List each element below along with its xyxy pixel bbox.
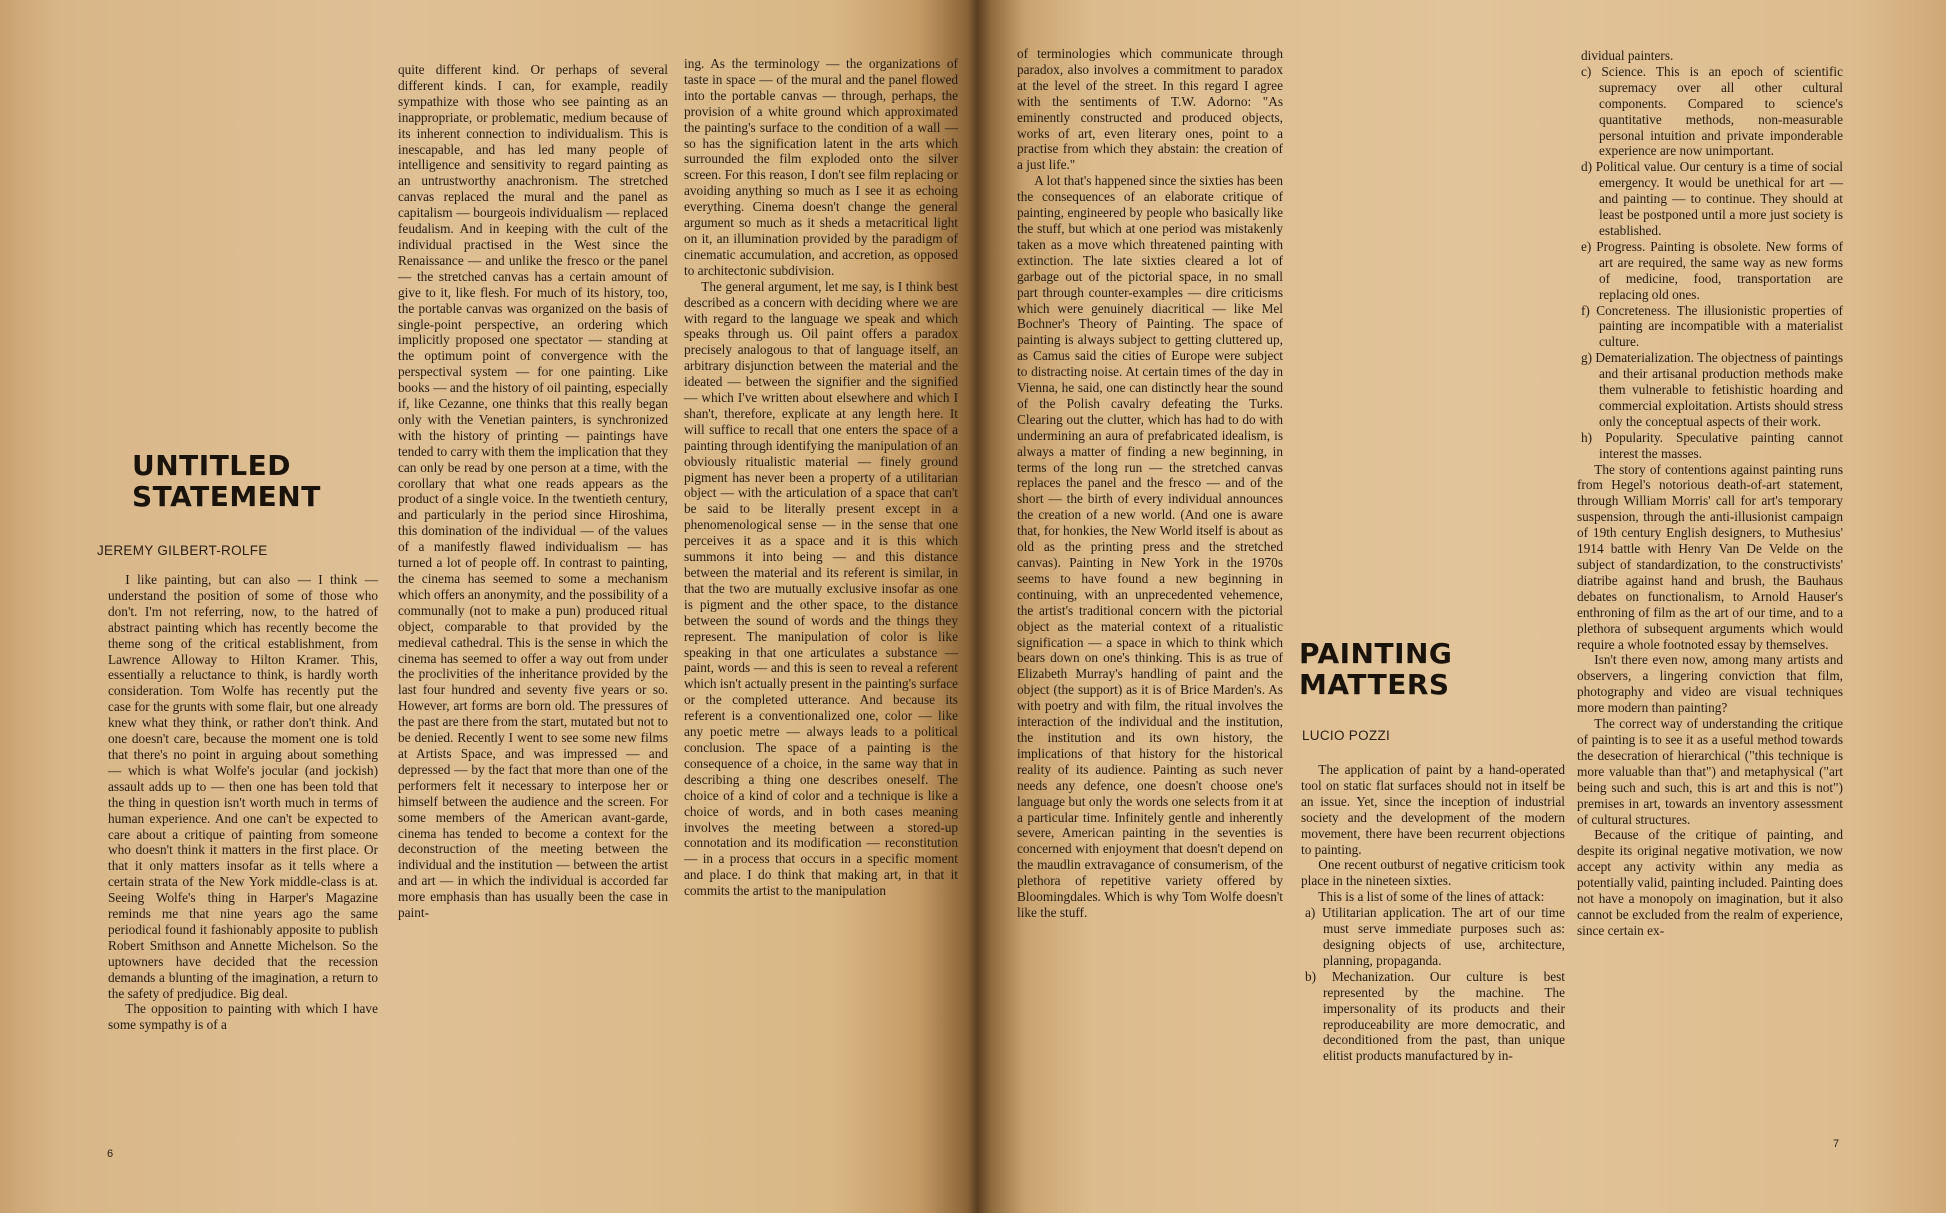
title-line-1: UNTITLED [132,449,291,482]
column-4 [1017,46,1283,921]
column-6 [1577,48,1843,939]
paragraph: The correct way of understanding the critique of painting is to see it as a useful method towards the desecration of hierarchical ("this technique is more valuable than that") and metaphysical ("art being such and such, this is art and this is not") premises in art, towards an inventory assessment of cultural structures. [1577,716,1843,827]
list-item: dividual painters. [1581,48,1674,63]
title-line-1: PAINTING [1299,637,1453,670]
paragraph: One recent outburst of negative criticism took place in the nineteen sixties. [1301,857,1565,889]
list-item: h) Popularity. Speculative painting cannot interest the masses. [1581,429,1843,461]
paragraph: A lot that's happened since the sixties has been the consequences of an elaborate critique of painting, engineered by people who basically like the stuff, but which at one period was mistakenly taken as a move which threatened painting with extinction. The late sixties cleared a lot of garbage out of the pictorial space, in no small part through counter-examples — dire criticisms which were genuinely diacritical — like Mel Bochner's Theory of Painting. The space of painting is always subject to getting cluttered up, as Camus said the cities of Europe were subject to distracting noise. At certain times of the day in Vienna, he said, one can distinctly hear the sound of the Polish cavalry defeating the Turks. Clearing out the clutter, which has had to do with undermining an aura of prefabricated idealism, is always a matter of finding a new beginning, in terms of the long run — the stretched canvas replaces the panel and the fresco — and of the short — the birth of every individual announces the creation of a new world. (And one is aware that, for honkies, the New World itself is about as old as the printing press and the stretched canvas). Painting in New York in the 1970s seems to have found a new beginning in continuing, with an unprecedented vehemence, the artist's traditional concern with the pictorial object as the material context of a ritualistic signification — a space in which to think which bears down on one's thinking. This is as true of Elizabeth Murray's handling of paint and the object (the support) as it is of Brice Marden's. As with poetry and with film, the ritual involves the interaction of the individual and the institution, the institution and its own history, the implications of that history for the historical reality of its audience. Painting as such never needs any defence, one doesn't choose one's language but only the words one selects from it at a particular time. Infinitely gentle and inherently severe, American painting in the seventies is concerned with enjoyment that doesn't depend on the maudlin extravagance of consumerism, of the plethora of repetitive variety offered by Bloomingdales. Which is why Tom Wolfe doesn't like the stuff. [1017,173,1283,920]
column-1 [108,572,378,1033]
list-item: e) Progress. Painting is obsolete. New forms of art are required, the same way as new forms of medicine, food, transportation are replacing old ones. [1581,238,1843,302]
right-page [977,0,1946,1213]
article-title-untitled-statement [132,450,321,512]
title-line-2: STATEMENT [132,480,321,513]
paragraph: quite different kind. Or perhaps of several different kinds. I can, for example, readily sympathize with those who see painting as an inappropriate, or problematic, medium because of its inherent connection to individualism. This is inescapable, and has led many people of intelligence and sensitivity to regard painting as an untrustworthy anachronism. The stretched canvas replaced the mural and the panel as capitalism — bourgeois individualism — replaced feudalism. And in keeping with the cult of the individual practised in the West since the Renaissance — and unlike the fresco or the panel — the stretched canvas has a certain amount of give to it, like flesh. For much of its history, too, the portable canvas was organized on the basis of single-point perspective, an ordering which implicitly proposed one spectator — standing at the optimum point of convergence with the perspectival system — for one painting. Like books — and the history of oil painting, especially if, like Cezanne, one thinks that this really began only with the Venetian painters, is synchronized with the history of printing — paintings have tended to carry with them the implication that they can only be read by one person at a time, with the corollary that what one reads appears as the product of a single voice. In the twentieth century, and particularly in the period since Hiroshima, this domination of the individual — of the values of a manifestly flawed individualism — has turned a lot of people off. In contrast to painting, the cinema has seemed to some a mechanism which offers an anonymity, and the possibility of a communally (not to make a pun) produced ritual object, comparable to that provided by the medieval cathedral. This is the sense in which the cinema has seemed to offer a way out from under the proclivities of the inheritance provided by the last four hundred and seventy five years or so. However, art forms are born old. The pressures of the past are there from the start, mutated but not to be denied. Recently I went to see some new films at Artists Space, and was impressed — and depressed — by the fact that more than one of the performers felt it necessary to interpose her or himself between the audience and the screen. For some members of the American avant-garde, cinema has tended to become a context for the deconstruction of the meeting between the individual and the institution — between the artist and art — in which the individual is accorded far more emphasis than has usually been the case in paint- [398,62,668,921]
objections-list-continued [1577,48,1843,462]
paragraph: The story of contentions against painting runs from Hegel's notorious death-of-art statement, through William Morris' call for art's temporary suspension, through the anti-illusionist campaign of 19th century English designers, to Muthesius' 1914 battle with Henry Van De Velde on the subject of standardization, to the constructivists' diatribe against hand and brush, the Bauhaus debates on functionalism, to Arnold Hauser's enthroning of film as the art of our time, and to a plethora of subsequent arguments which would require a whole footnoted essay by themselves. [1577,461,1843,652]
title-line-2: MATTERS [1299,668,1450,701]
page-number: 6 [107,1148,114,1160]
paragraph: Isn't there even now, among many artists and observers, a lingering conviction that film, photography and video are visual techniques more modern than painting? [1577,652,1843,716]
objections-list [1301,905,1565,1064]
column-2 [398,62,668,921]
list-item: a) Utilitarian application. The art of our time must serve immediate purposes such as: designing objects of use, architecture, planning, propaganda. [1305,905,1565,968]
list-item: d) Political value. Our century is a time of social emergency. It would be unethical for art — and painting — to continue. They should at least be postponed until a more just society is established. [1581,159,1843,238]
paragraph: The application of paint by a hand-operated tool on static flat surfaces should not in itself be an issue. Yet, since the inception of industrial society and the development of the modern movement, there have been recurrent objections to painting. [1301,762,1565,857]
list-item: g) Dematerialization. The objectness of paintings and their artisanal production methods make them vulnerable to fetishistic hoarding and commercial exploitation. Artists should stress only the conceptual aspects of their work. [1581,350,1843,429]
paragraph: ing. As the terminology — the organizations of taste in space — of the mural and the panel flowed into the portable canvas — through, perhaps, the provision of a white ground which approximated the painting's surface to the condition of a wall — so has the signification latent in the arts which surrounded the film exploded onto the silver screen. For this reason, I don't see film replacing or avoiding anything so much as I see it as echoing everything. Cinema doesn't change the general argument so much as it sheds a metacritical light on it, an illumination provided by the paradigm of cinematic accumulation, and accretion, as opposed to architectonic subdivision. [684,56,958,278]
paragraph: This is a list of some of the lines of attack: [1318,889,1545,905]
paragraph: The general argument, let me say, is I think best described as a concern with deciding where we are with regard to the language we speak and which speaks through us. Oil paint offers a paradox precisely analogous to that of language itself, an arbitrary disjunction between the material and the ideated — between the signifier and the signified — which I've written about elsewhere and which I shan't, therefore, explicate at any length here. It will suffice to recall that one enters the space of a painting through identifying the manipulation of an obviously ritualistic material — finely ground pigment has never been a property of a utilitarian object — with the articulation of a space that can't be said to be literally present except in a phenomenological sense — in the sense that one perceives it as a space and it is this which summons it into being — and this distance between the material and its referent is similar, in that the two are mutually exclusive insofar as one is pigment and the other space, to the distance between the sound of words and the things they represent. The manipulation of color is like speaking in that one articulates a substance — paint, words — and this is seen to reveal a referent which isn't actually present in the painting's surface or the completed utterance. And because its referent is a conventionalized one, color — like any poetic metre — always leads to a political conclusion. The space of a painting is the consequence of a choice, in the same way that in describing a thing one describes oneself. The choice of a kind of color and a technique is like a choice of words, and in both cases meaning involves the meeting between a stored-up connotation and its modification — reconstitution — in a process that occurs in a specific moment and place. I do think that making art, in that it commits the artist to the manipulation [684,278,958,899]
paragraph: Because of the critique of painting, and despite its original negative motivation, we now accept any activity within any media as potentially valid, painting included. Painting does not have a monopoly on imagination, but it also cannot be excluded from the realm of experience, since certain ex- [1577,827,1843,938]
list-item: b) Mechanization. Our culture is best represented by the machine. The impersonality of its products and their reproduceability are more democratic, and deconditioned from the past, than unique elitist products manufactured by in- [1305,968,1565,1064]
column-3 [684,56,958,899]
paragraph: I like painting, but can also — I think — understand the position of some of those who don't. I'm not referring, now, to the hatred of abstract painting which has recently become the theme song of the critical establishment, from Lawrence Alloway to Hilton Kramer. This, essentially a reluctance to think, is hardly worth consideration. Tom Wolfe has recently put the case for the grunts with some flair, but one already knew what they think, or rather don't think. And one doesn't care, because the moment one is told that there's no point in arguing about something — which is what Wolfe's jocular (and jockish) assault adds up to — then one has been told that the thing in question isn't worth much in terms of human experience. And one can't be expected to care about a critique of painting from someone who doesn't think it matters in the first place. Or that it only matters insofar as it tells where a certain strata of the New York middle-class is at. Seeing Wolfe's thing in Harper's Magazine reminds me that nine years ago the same periodical found it fashionably apposite to publish Robert Smithson and Annette Michelson. So the uptowners have decided that the recession demands a blunting of the imagination, a return to the safety of predjudice. Big deal. [108,572,378,1001]
list-item: f) Concreteness. The illusionistic properties of painting are incompatible with a materialist culture. [1581,302,1843,350]
page-number: 7 [1833,1138,1840,1150]
paragraph: of terminologies which communicate through paradox, also involves a commitment to paradox at the level of the street. In this regard I agree with the sentiments of T.W. Adorno: "As eminently constructed and produced objects, works of art, even literary ones, point to a practise from which they abstain: the creation of a just life." [1017,46,1283,173]
article-title-painting-matters [1299,638,1452,700]
author-byline: LUCIO POZZI [1302,728,1391,743]
author-byline: JEREMY GILBERT-ROLFE [97,543,268,558]
list-item: c) Science. This is an epoch of scientific supremacy over all other cultural components. Compared to science's quantitative methods, non-measurable personal intuition and private imponderable experience are now unimportant. [1581,63,1843,159]
column-5 [1301,762,1565,1064]
paragraph: The opposition to painting with which I have some sympathy is of a [108,1001,378,1033]
